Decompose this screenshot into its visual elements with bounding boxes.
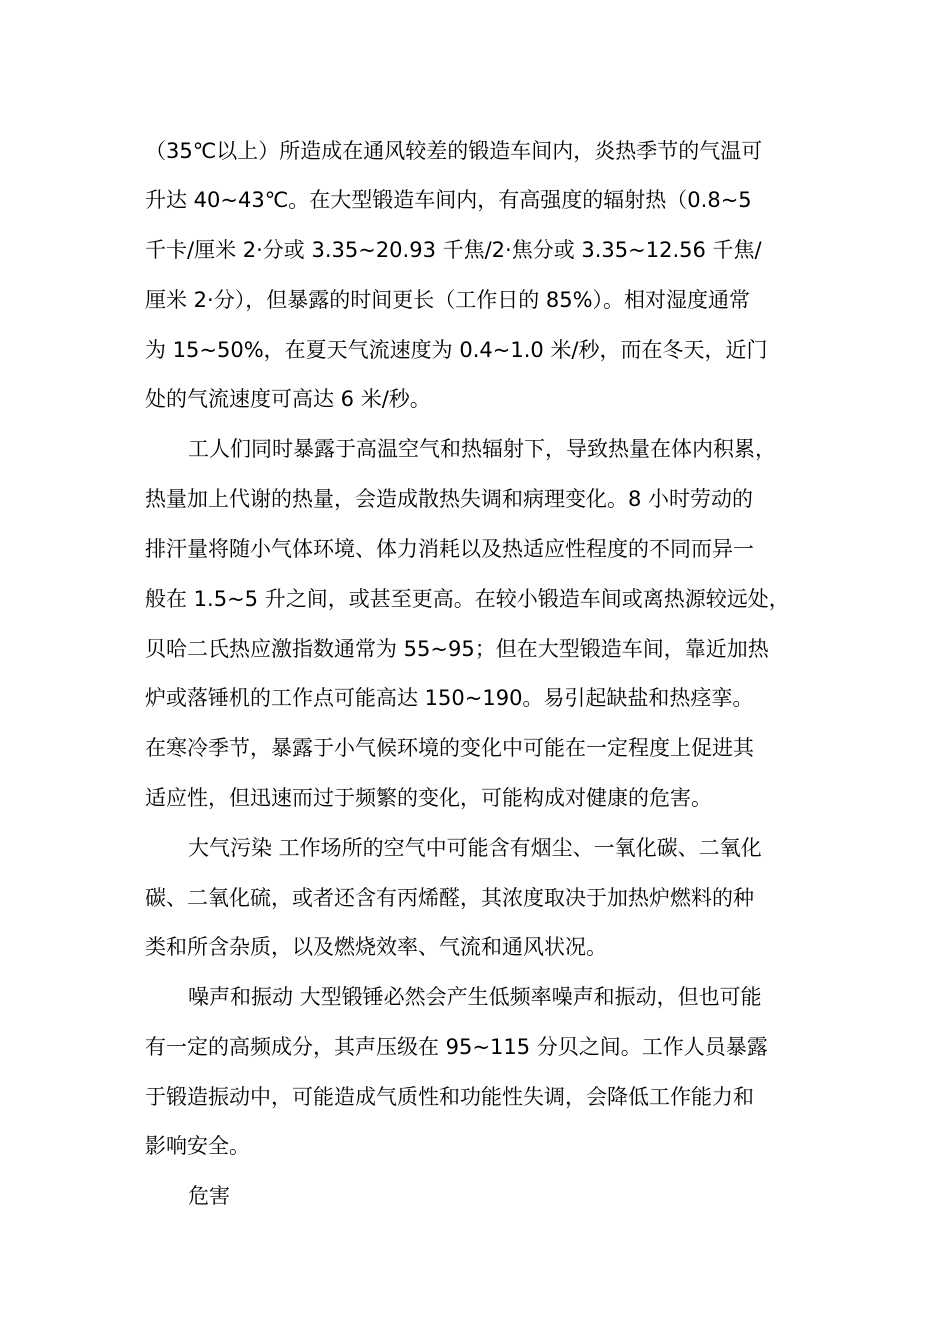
text-line: 影响安全。 <box>145 1134 250 1158</box>
text-line: 贝哈二氏热应激指数通常为 55~95；但在大型锻造车间，靠近加热 <box>145 637 769 661</box>
paragraph-first-line: 大气污染 工作场所的空气中可能含有烟尘、一氧化碳、二氧化 <box>188 836 762 860</box>
text-line: 为 15~50%，在夏天气流速度为 0.4~1.0 米/秒，而在冬天，近门 <box>145 338 768 362</box>
paragraph-first-line: 噪声和振动 大型锻锤必然会产生低频率噪声和振动，但也可能 <box>188 985 762 1009</box>
text-line: 炉或落锤机的工作点可能高达 150~190。易引起缺盐和热痉挛。 <box>145 686 754 710</box>
text-line: 有一定的高频成分，其声压级在 95~115 分贝之间。工作人员暴露 <box>145 1035 768 1059</box>
text-line: 升达 40~43℃。在大型锻造车间内，有高强度的辐射热（0.8~5 <box>145 188 752 212</box>
text-line: 热量加上代谢的热量，会造成散热失调和病理变化。8 小时劳动的 <box>145 487 754 511</box>
text-line: 般在 1.5~5 升之间，或甚至更高。在较小锻造车间或离热源较远处， <box>145 587 790 611</box>
text-line: 类和所含杂质，以及燃烧效率、气流和通风状况。 <box>145 935 607 959</box>
text-line: 千卡/厘米 2·分或 3.35~20.93 千焦/2·焦分或 3.35~12.56 千焦/ <box>145 238 762 262</box>
text-line: 在寒冷季节，暴露于小气候环境的变化中可能在一定程度上促进其 <box>145 736 754 760</box>
text-line: 适应性，但迅速而过于频繁的变化，可能构成对健康的危害。 <box>145 786 712 810</box>
text-line: （35℃以上）所造成在通风较差的锻造车间内，炎热季节的气温可 <box>145 139 763 163</box>
section-heading: 危害 <box>188 1184 230 1208</box>
text-line: 于锻造振动中，可能造成气质性和功能性失调，会降低工作能力和 <box>145 1085 754 1109</box>
text-line: 碳、二氧化硫，或者还含有丙烯醛，其浓度取决于加热炉燃料的种 <box>145 886 754 910</box>
paragraph-first-line: 工人们同时暴露于高温空气和热辐射下，导致热量在体内积累， <box>188 437 776 461</box>
text-line: 处的气流速度可高达 6 米/秒。 <box>145 387 431 411</box>
text-line: 排汗量将随小气体环境、体力消耗以及热适应性程度的不同而异一 <box>145 537 754 561</box>
text-line: 厘米 2·分），但暴露的时间更长（工作日的 85%）。相对湿度通常 <box>145 288 751 312</box>
